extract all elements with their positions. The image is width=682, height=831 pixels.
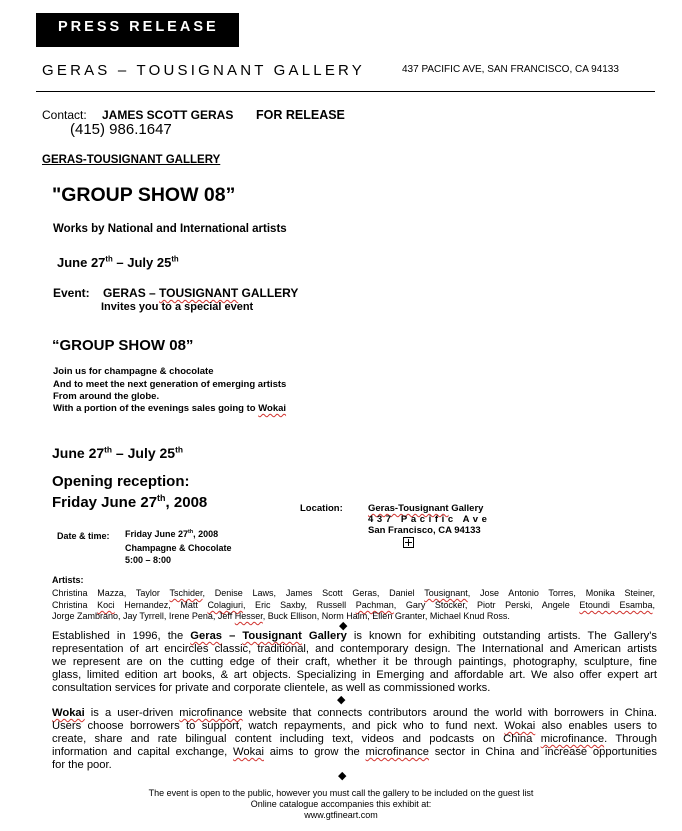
- wokai-paragraph-line: for the poor.: [52, 759, 112, 771]
- gallery-name: GERAS – TOUSIGNANT GALLERY: [42, 62, 366, 79]
- artists-line: Jorge Zambrano, Jay Tyrrell, Irene Pena, Jeff Hesser, Buck Ellison, Norm Halm, Ellen Granter, Michael Knud Ross.: [52, 611, 510, 621]
- join-line: Join us for champagne & chocolate: [53, 366, 214, 377]
- event-title: “GROUP SHOW 08”: [52, 337, 194, 354]
- event-line: Event: GERAS – TOUSIGNANT GALLERY: [53, 286, 299, 300]
- about-paragraph-line: representation of art encircles classic, traditional, and contemporary design. The International and American artists: [52, 643, 657, 655]
- location-street: 437 Pacific Ave: [368, 514, 491, 525]
- show-dates: June 27th – July 25th: [57, 254, 179, 270]
- artists-line: Christina Koci Hernandez, Matt Colagiuri, Eric Saxby, Russell Pachman, Gary Stocker, Piotr Perski, Angele Etoundi Esamba,: [52, 600, 656, 610]
- contact-phone: (415) 986.1647: [70, 121, 172, 138]
- about-paragraph-line: consultation services for private and corporate clientele, as well as commissioned works.: [52, 682, 491, 694]
- location-label: Location:: [300, 503, 343, 514]
- show-title: "GROUP SHOW 08”: [52, 184, 236, 206]
- map-icon[interactable]: [403, 537, 414, 548]
- about-paragraph-line: Established in 1996, the Geras – Tousignant Gallery is known for exhibiting outstanding artists. The Gallery's: [52, 630, 657, 642]
- gallery-address: 437 PACIFIC AVE, SAN FRANCISCO, CA 94133: [402, 64, 619, 75]
- wokai-paragraph-line: information and capital exchange, Wokai aims to grow the microfinance sector in China and increase opportunities: [52, 746, 657, 758]
- datetime-time: 5:00 – 8:00: [125, 555, 172, 565]
- diamond-separator-icon: ◆: [338, 770, 347, 782]
- press-release-badge: PRESS RELEASE: [36, 13, 239, 47]
- datetime-label: Date & time:: [57, 531, 110, 541]
- about-paragraph-line: we represent are on the cutting edge of their craft, whether it be through paintings, photography, sculpture, fine: [52, 656, 657, 668]
- event-invites: Invites you to a special event: [101, 301, 254, 313]
- release-label: FOR RELEASE: [256, 108, 345, 122]
- header-divider: [36, 91, 655, 92]
- footer-guest-list-note: The event is open to the public, however you must call the gallery to be included on the guest list: [148, 788, 534, 798]
- opening-reception-date: Friday June 27th, 2008: [52, 493, 208, 511]
- artists-label: Artists:: [52, 575, 84, 585]
- datetime-event: Champagne & Chocolate: [125, 543, 232, 553]
- location-city: San Francisco, CA 94133: [368, 525, 481, 536]
- gallery-heading: GERAS-TOUSIGNANT GALLERY: [42, 154, 221, 166]
- wokai-paragraph-line: Wokai is a user-driven microfinance website that connects contributors around the world with borrowers in China.: [52, 707, 657, 719]
- diamond-separator-icon: ◆: [339, 620, 348, 632]
- contact-name: JAMES SCOTT GERAS: [102, 108, 234, 122]
- join-line: And to meet the next generation of emerging artists: [53, 379, 287, 390]
- wokai-paragraph-line: Users choose borrowers to support, watch repayments, and pick who to fund next. Wokai also enables users to: [52, 720, 657, 732]
- opening-reception-label: Opening reception:: [52, 473, 190, 490]
- join-line: With a portion of the evenings sales going to Wokai: [53, 403, 287, 414]
- event-label: Event:: [53, 286, 90, 300]
- works-by: Works by National and International artists: [53, 223, 287, 235]
- about-paragraph-line: glass, limited edition art books, & art objects. Specializing in Emerging and affordable art. We also offer expert art: [52, 669, 657, 681]
- contact-label: Contact:: [42, 108, 87, 122]
- location-name: Geras-Tousignant Gallery: [368, 503, 484, 514]
- artists-line: Christina Mazza, Taylor Tschider, Denise Laws, James Scott Geras, Daniel Tousignant, Jose Antonio Torres, Monika Steiner,: [52, 588, 655, 598]
- footer-website-link[interactable]: www.gtfineart.com: [304, 810, 378, 820]
- opening-dates: June 27th – July 25th: [52, 444, 183, 461]
- footer-catalogue-note: Online catalogue accompanies this exhibit at:: [250, 799, 432, 809]
- join-line: From around the globe.: [53, 391, 160, 402]
- diamond-separator-icon: ◆: [337, 694, 346, 706]
- wokai-paragraph-line: create, share and rate bilingual content including text, videos and podcasts on China microfinance. Through: [52, 733, 657, 745]
- datetime-date: Friday June 27th, 2008: [125, 529, 219, 539]
